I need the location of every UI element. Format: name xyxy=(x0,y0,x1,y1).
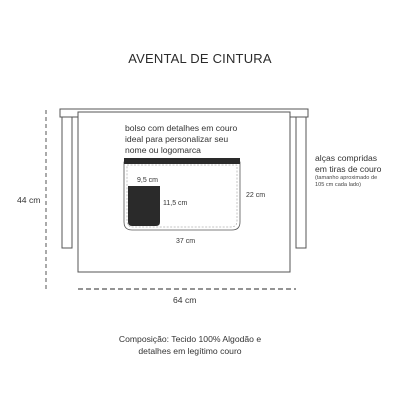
pocket-note-line-2: ideal para personalizar seu xyxy=(125,134,229,144)
diagram-title: AVENTAL DE CINTURA xyxy=(128,51,272,66)
pocket-note-line-3: nome ou logomarca xyxy=(125,145,201,155)
small-leather-pocket xyxy=(128,186,160,226)
small-pocket-width-label: 9,5 cm xyxy=(137,177,159,184)
pocket-leather-band xyxy=(124,158,240,164)
straps-note-line-1: alças compridas xyxy=(315,153,378,163)
composition-line-1: Composição: Tecido 100% Algodão e xyxy=(118,334,262,344)
straps-detail-line-1: (tamanho aproximado de xyxy=(315,175,378,181)
pocket-width-label: 37 cm xyxy=(176,238,196,245)
straps-detail xyxy=(315,175,377,189)
small-pocket-height-label: 11,5 cm xyxy=(163,200,188,207)
width-label: 64 cm xyxy=(173,295,197,305)
composition-line-2: detalhes em legítimo couro xyxy=(138,346,242,356)
straps-note xyxy=(315,153,381,175)
right-strap xyxy=(296,110,306,248)
height-label: 44 cm xyxy=(17,195,41,205)
left-strap xyxy=(62,110,72,248)
straps-detail-line-2: 105 cm cada lado) xyxy=(315,182,362,188)
straps-note-line-2: em tiras de couro xyxy=(315,164,382,174)
pocket-note xyxy=(125,123,237,156)
composition-note xyxy=(0,333,380,357)
pocket-note-line-1: bolso com detalhes em couro xyxy=(125,123,238,133)
pocket-height-label: 22 cm xyxy=(246,192,266,199)
